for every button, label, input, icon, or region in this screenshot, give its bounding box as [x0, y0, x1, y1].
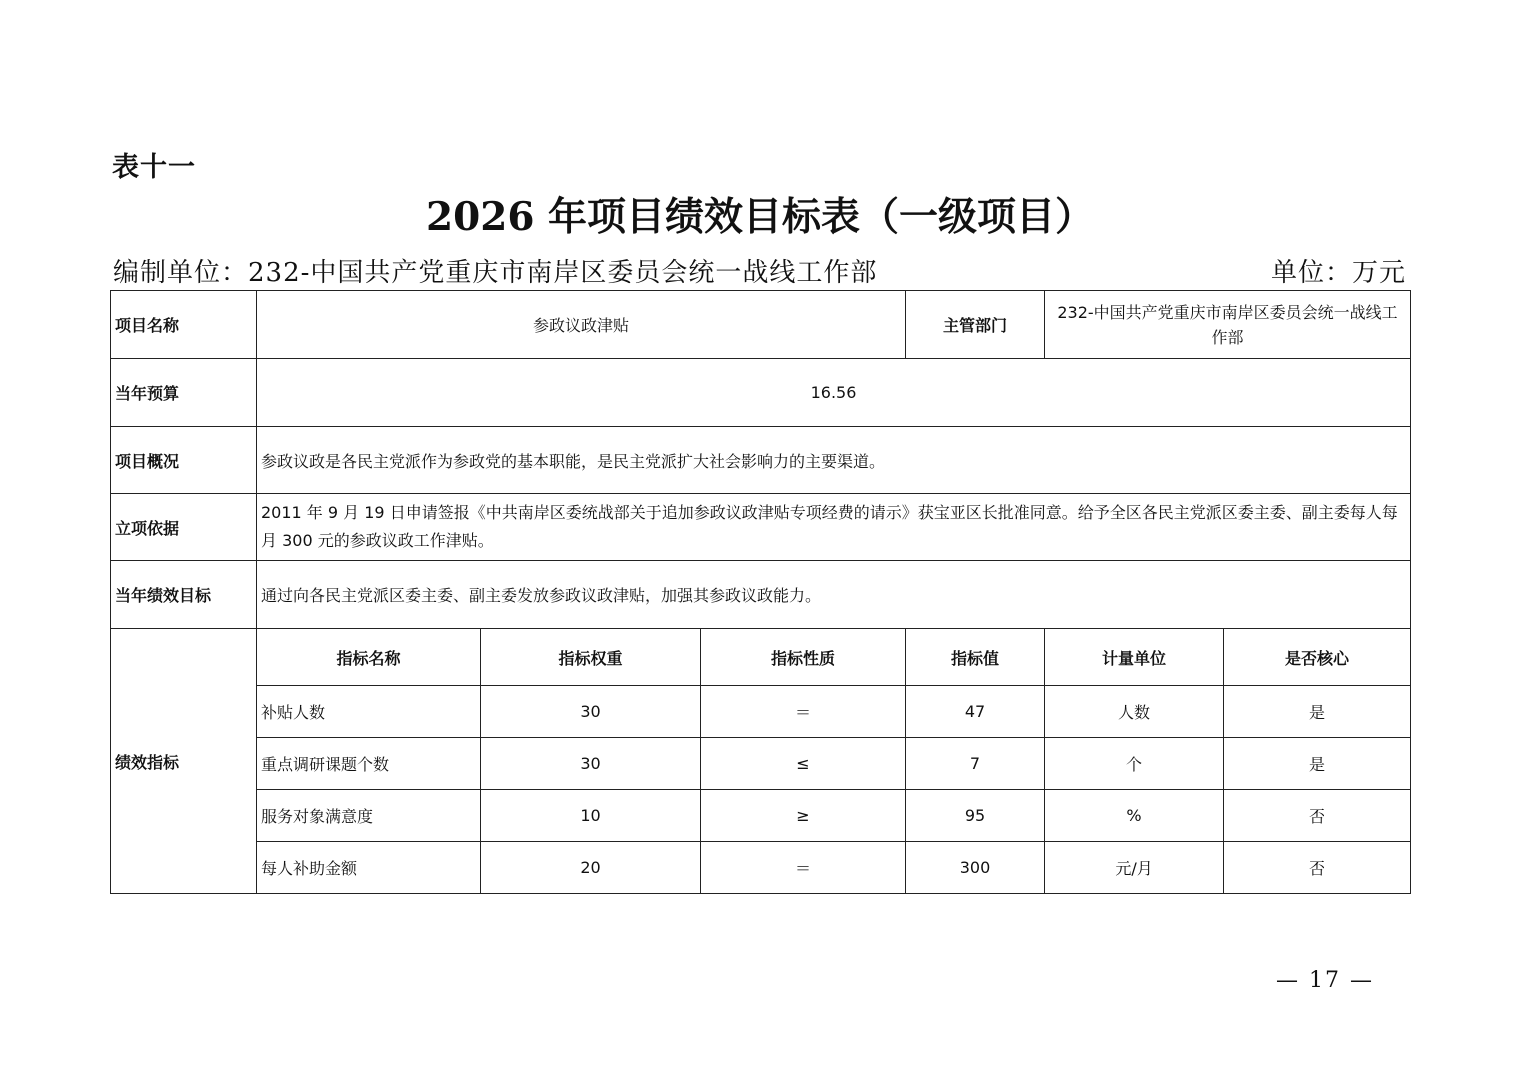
- indicators-label: 绩效指标: [111, 629, 257, 894]
- column-header: 指标名称: [257, 629, 481, 686]
- indicator-name: 服务对象满意度: [257, 790, 481, 842]
- indicator-name: 重点调研课题个数: [257, 738, 481, 790]
- indicator-core: 否: [1224, 790, 1411, 842]
- department-value: 232-中国共产党重庆市南岸区委员会统一战线工作部: [1045, 291, 1411, 359]
- indicator-nature: ≥: [701, 790, 906, 842]
- indicator-value: 47: [906, 686, 1045, 738]
- indicator-weight: 20: [481, 842, 701, 894]
- page-number: — 17 —: [1276, 968, 1374, 993]
- indicator-unit: 元/月: [1045, 842, 1224, 894]
- budget-row: [111, 359, 1411, 427]
- indicator-name: 补贴人数: [257, 686, 481, 738]
- column-header: 是否核心: [1224, 629, 1411, 686]
- indicator-name: 每人补助金额: [257, 842, 481, 894]
- overview-value: 参政议政是各民主党派作为参政党的基本职能，是民主党派扩大社会影响力的主要渠道。: [257, 427, 1411, 494]
- document-title: 2026 年项目绩效目标表（一级项目）: [425, 194, 1095, 240]
- project-name-row: [111, 291, 1411, 359]
- indicator-weight: 10: [481, 790, 701, 842]
- indicator-header-row: [111, 629, 1411, 686]
- table-row: [111, 738, 1411, 790]
- indicator-unit: 人数: [1045, 686, 1224, 738]
- indicator-nature: ＝: [701, 686, 906, 738]
- basis-label: 立项依据: [111, 494, 257, 561]
- indicator-value: 7: [906, 738, 1045, 790]
- goal-label: 当年绩效目标: [111, 561, 257, 629]
- currency-unit: 单位：万元: [1270, 258, 1406, 288]
- column-header: 指标权重: [481, 629, 701, 686]
- table-row: [111, 842, 1411, 894]
- goal-row: [111, 561, 1411, 629]
- project-name-value: 参政议政津贴: [257, 291, 906, 359]
- basis-row: [111, 494, 1411, 561]
- indicator-core: 否: [1224, 842, 1411, 894]
- performance-target-table: [110, 290, 1411, 894]
- table-row: [111, 686, 1411, 738]
- overview-row: [111, 427, 1411, 494]
- column-header: 指标性质: [701, 629, 906, 686]
- indicator-value: 300: [906, 842, 1045, 894]
- column-header: 计量单位: [1045, 629, 1224, 686]
- column-header: 指标值: [906, 629, 1045, 686]
- indicator-nature: ≤: [701, 738, 906, 790]
- goal-value: 通过向各民主党派区委主委、副主委发放参政议政津贴，加强其参政议政能力。: [257, 561, 1411, 629]
- project-name-label: 项目名称: [111, 291, 257, 359]
- indicator-nature: ＝: [701, 842, 906, 894]
- table-number: 表十一: [112, 152, 196, 183]
- basis-value: 2011 年 9 月 19 日申请签报《中共南岸区委统战部关于追加参政议政津贴专项经费的请示》获宝亚区长批准同意。给予全区各民主党派区委主委、副主委每人每月 300 元的参政议政工作津贴。: [257, 494, 1411, 561]
- overview-label: 项目概况: [111, 427, 257, 494]
- budget-label: 当年预算: [111, 359, 257, 427]
- indicator-core: 是: [1224, 738, 1411, 790]
- table-row: [111, 790, 1411, 842]
- indicator-weight: 30: [481, 686, 701, 738]
- indicator-core: 是: [1224, 686, 1411, 738]
- department-label: 主管部门: [906, 291, 1045, 359]
- budget-value: 16.56: [257, 359, 1411, 427]
- indicator-weight: 30: [481, 738, 701, 790]
- compiling-unit: 编制单位：232-中国共产党重庆市南岸区委员会统一战线工作部: [113, 258, 878, 288]
- indicator-unit: %: [1045, 790, 1224, 842]
- indicator-unit: 个: [1045, 738, 1224, 790]
- indicator-value: 95: [906, 790, 1045, 842]
